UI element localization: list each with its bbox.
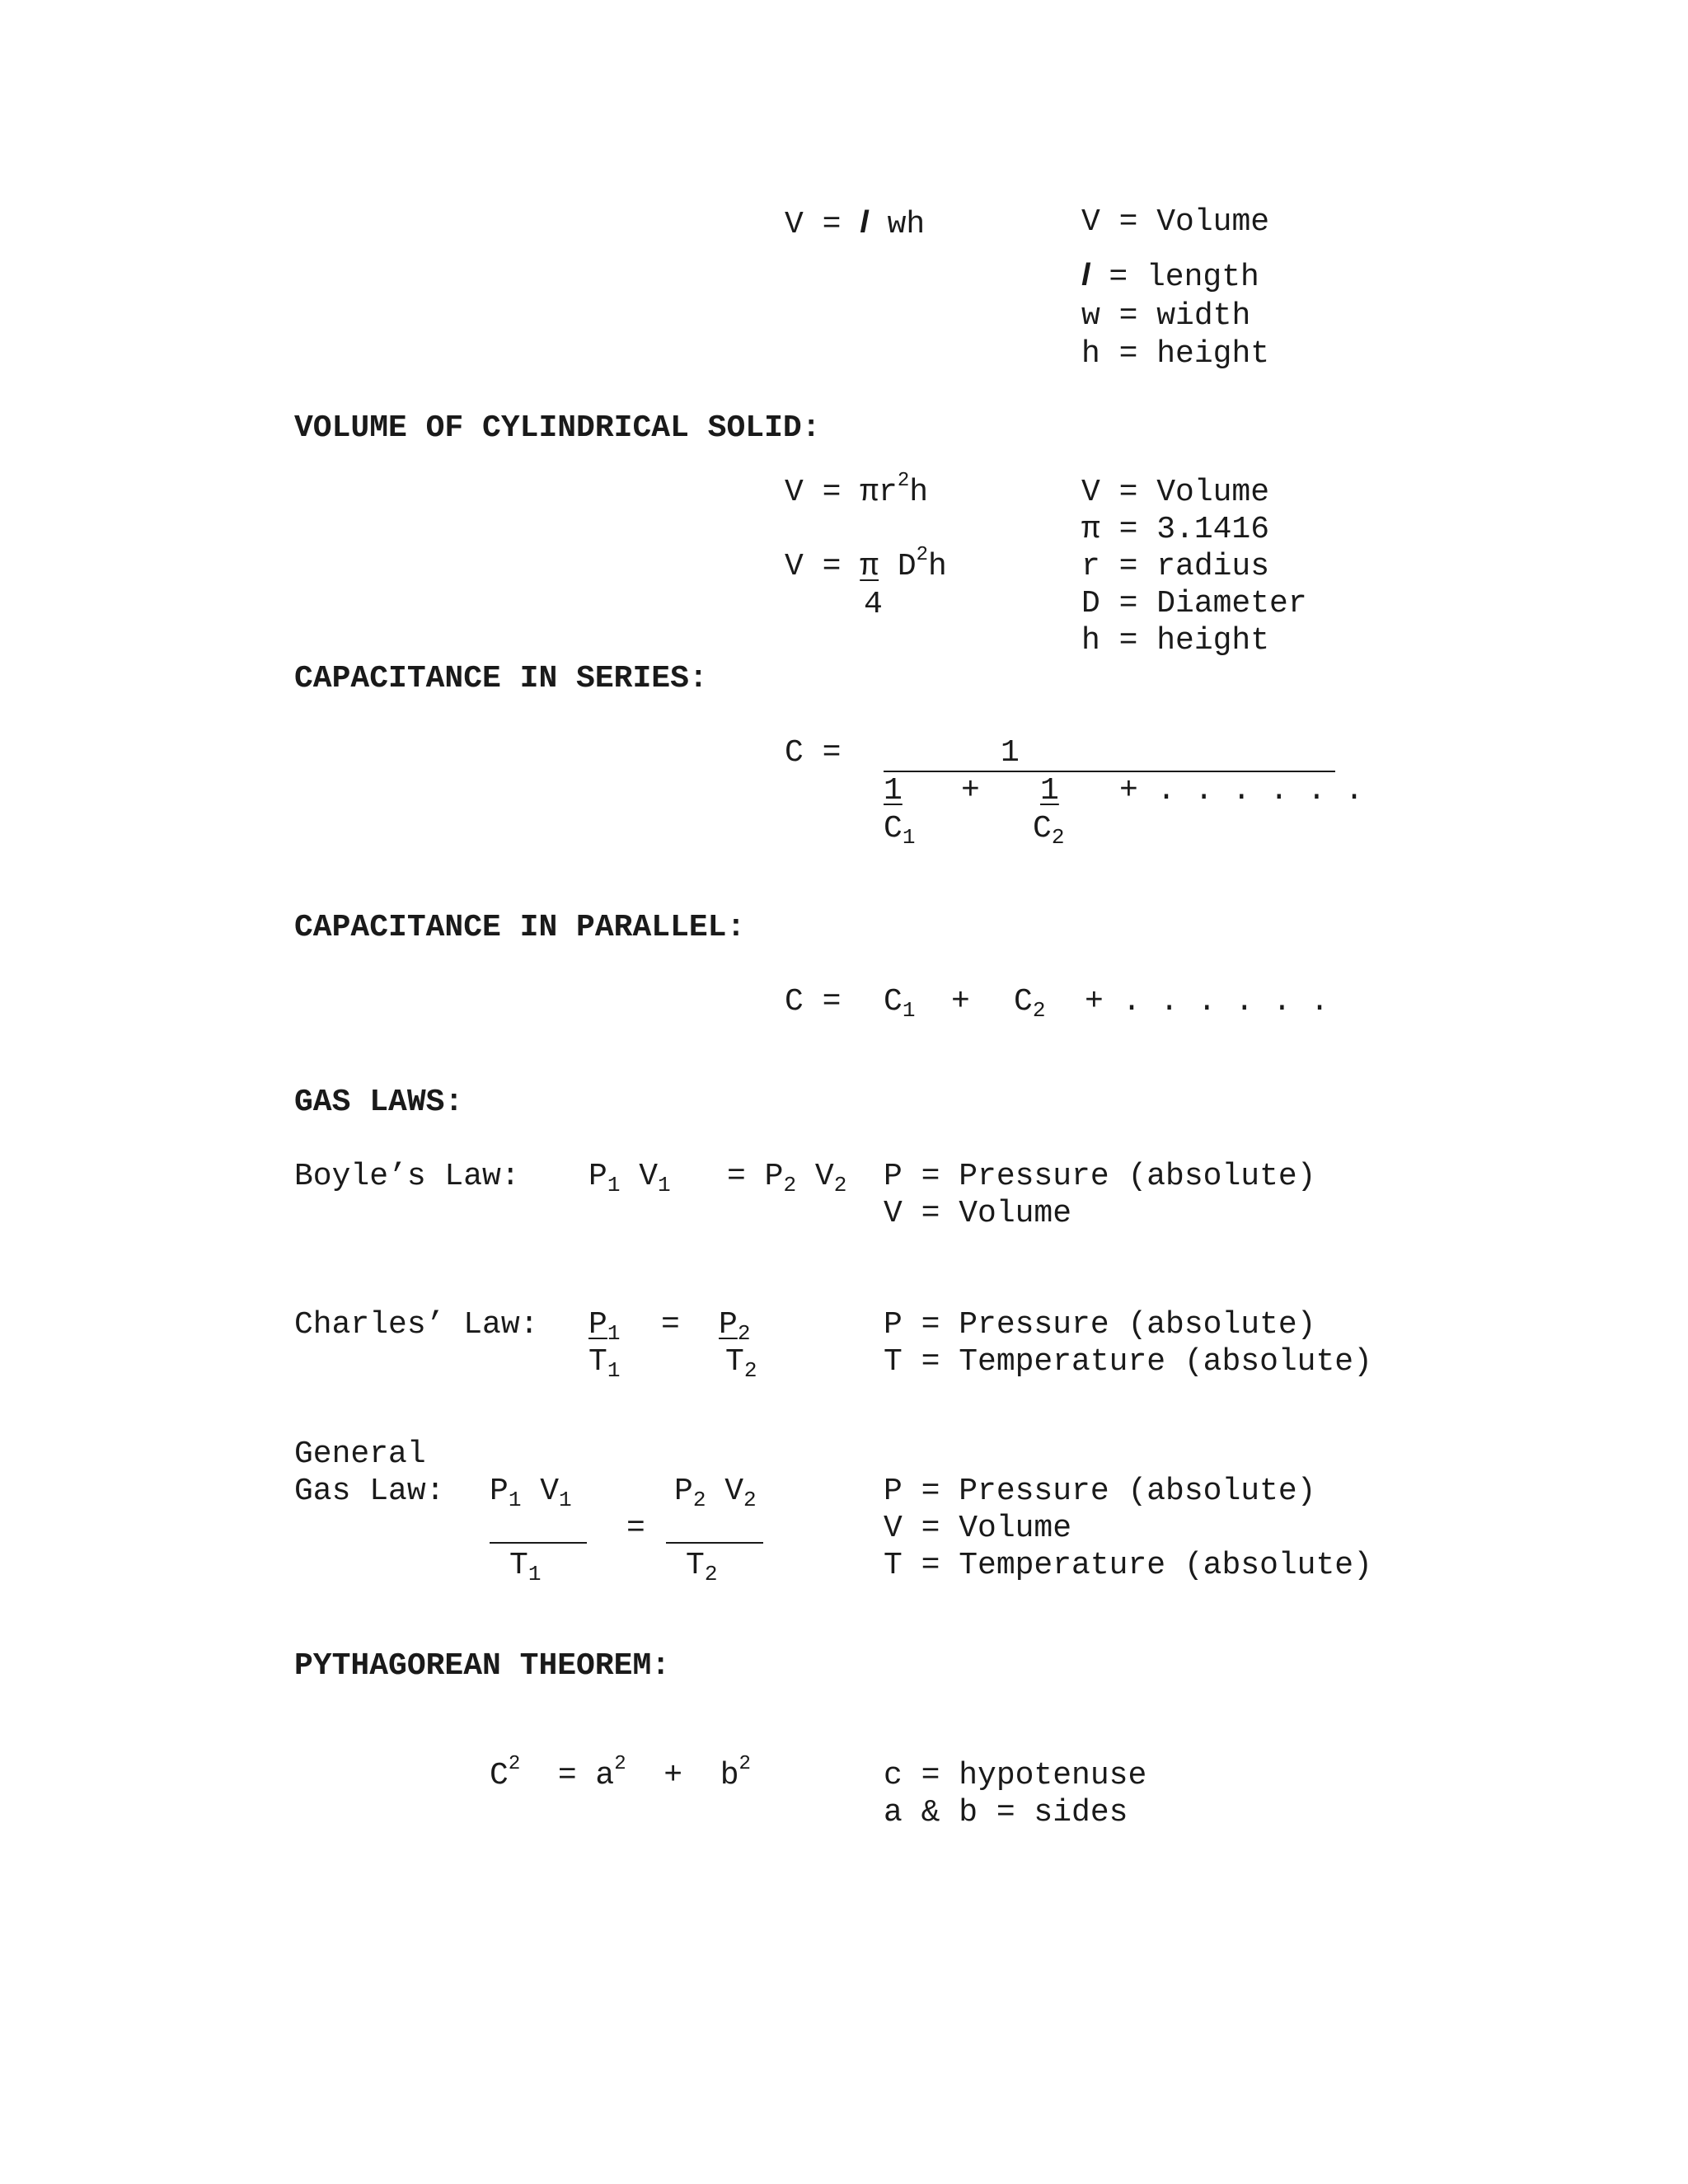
general-label-1: General xyxy=(294,1436,426,1472)
box-legend-height: h = height xyxy=(1081,336,1270,372)
formula-suffix: wh xyxy=(868,207,926,242)
cap-series-plus1: + xyxy=(961,773,980,808)
charles-p2: $P_2$ xyxy=(719,1307,751,1346)
cap-parallel-lhs: C = xyxy=(785,984,842,1019)
general-legend-1: P = Pressure (absolute) xyxy=(884,1474,1316,1509)
formula-prefix: V = xyxy=(785,207,860,242)
cylinder-legend-1: V = Volume xyxy=(1081,475,1270,510)
charles-p1: $P_1$ xyxy=(588,1307,621,1346)
general-legend-2: V = Volume xyxy=(884,1511,1072,1546)
box-legend-width: w = width xyxy=(1081,298,1251,334)
cap-series-tail: + . . . . . . xyxy=(1119,773,1364,808)
charles-legend-2: T = Temperature (absolute) xyxy=(884,1344,1372,1380)
charles-eq: = xyxy=(661,1307,680,1343)
cap-parallel-c2: $C_2$ xyxy=(1014,984,1046,1023)
cap-parallel-plus1: + xyxy=(951,984,970,1019)
pythagorean-legend-1: c = hypotenuse xyxy=(884,1758,1147,1793)
cap-series-term2-num: 1 xyxy=(1040,773,1059,808)
box-legend-volume: V = Volume xyxy=(1081,204,1270,240)
cylinder-formula-1: $V = \pi r^2h$ xyxy=(785,470,929,510)
general-label-2: Gas Law: xyxy=(294,1474,445,1509)
gas-laws-heading: GAS LAWS: xyxy=(294,1085,464,1120)
box-volume-formula xyxy=(785,204,925,243)
length-symbol: l xyxy=(860,205,869,240)
boyle-legend-1: P = Pressure (absolute) xyxy=(884,1159,1316,1194)
general-num2: $P_2$ $V_2$ xyxy=(674,1474,757,1512)
charles-label: Charles’ Law: xyxy=(294,1307,539,1343)
general-legend-3: T = Temperature (absolute) xyxy=(884,1548,1372,1583)
boyle-formula: $P_1$ $V_1 = P_2$ $V_2$ xyxy=(588,1159,847,1197)
boyle-legend-2: V = Volume xyxy=(884,1196,1072,1231)
cap-series-term1-num: 1 xyxy=(884,773,903,808)
general-num1: $P_1$ $V_1$ xyxy=(490,1474,572,1512)
cap-series-term2-den: $C_2$ xyxy=(1033,811,1065,850)
general-fraction-bar-left xyxy=(490,1542,587,1544)
cap-parallel-tail: + . . . . . . xyxy=(1085,984,1329,1019)
cylinder-legend-2: π = 3.1416 xyxy=(1081,512,1270,547)
charles-t1: $T_1$ xyxy=(588,1344,621,1383)
cap-series-heading: CAPACITANCE IN SERIES: xyxy=(294,661,708,696)
box-legend-length: l = length xyxy=(1081,258,1259,295)
cap-series-fraction-bar xyxy=(884,771,1335,772)
cylinder-formula-2: V = π $D^2h$ xyxy=(785,544,947,584)
cylinder-legend-3: r = radius xyxy=(1081,549,1270,584)
cap-series-lhs: C = xyxy=(785,735,842,771)
general-den1: $T_1$ xyxy=(509,1548,542,1586)
general-fraction-bar-right xyxy=(666,1542,763,1544)
charles-t2: $T_2$ xyxy=(725,1344,757,1383)
general-den2: $T_2$ xyxy=(686,1548,718,1586)
cylinder-formula-2-denominator: 4 xyxy=(864,587,883,622)
cylinder-heading: VOLUME OF CYLINDRICAL SOLID: xyxy=(294,410,821,446)
cylinder-legend-4: D = Diameter xyxy=(1081,586,1307,621)
cap-series-numerator: 1 xyxy=(1001,735,1020,771)
cap-parallel-heading: CAPACITANCE IN PARALLEL: xyxy=(294,910,746,945)
cylinder-legend-5: h = height xyxy=(1081,623,1270,658)
boyle-label: Boyle’s Law: xyxy=(294,1159,520,1194)
charles-legend-1: P = Pressure (absolute) xyxy=(884,1307,1316,1343)
cap-parallel-c1: $C_1$ xyxy=(884,984,916,1023)
pythagorean-legend-2: a & b = sides xyxy=(884,1795,1128,1830)
pythagorean-formula: $C^2 = a^2 + b^2$ xyxy=(490,1753,751,1793)
pythagorean-heading: PYTHAGOREAN THEOREM: xyxy=(294,1648,671,1684)
cap-series-term1-den: $C_1$ xyxy=(884,811,916,850)
general-eq: = xyxy=(626,1511,645,1546)
